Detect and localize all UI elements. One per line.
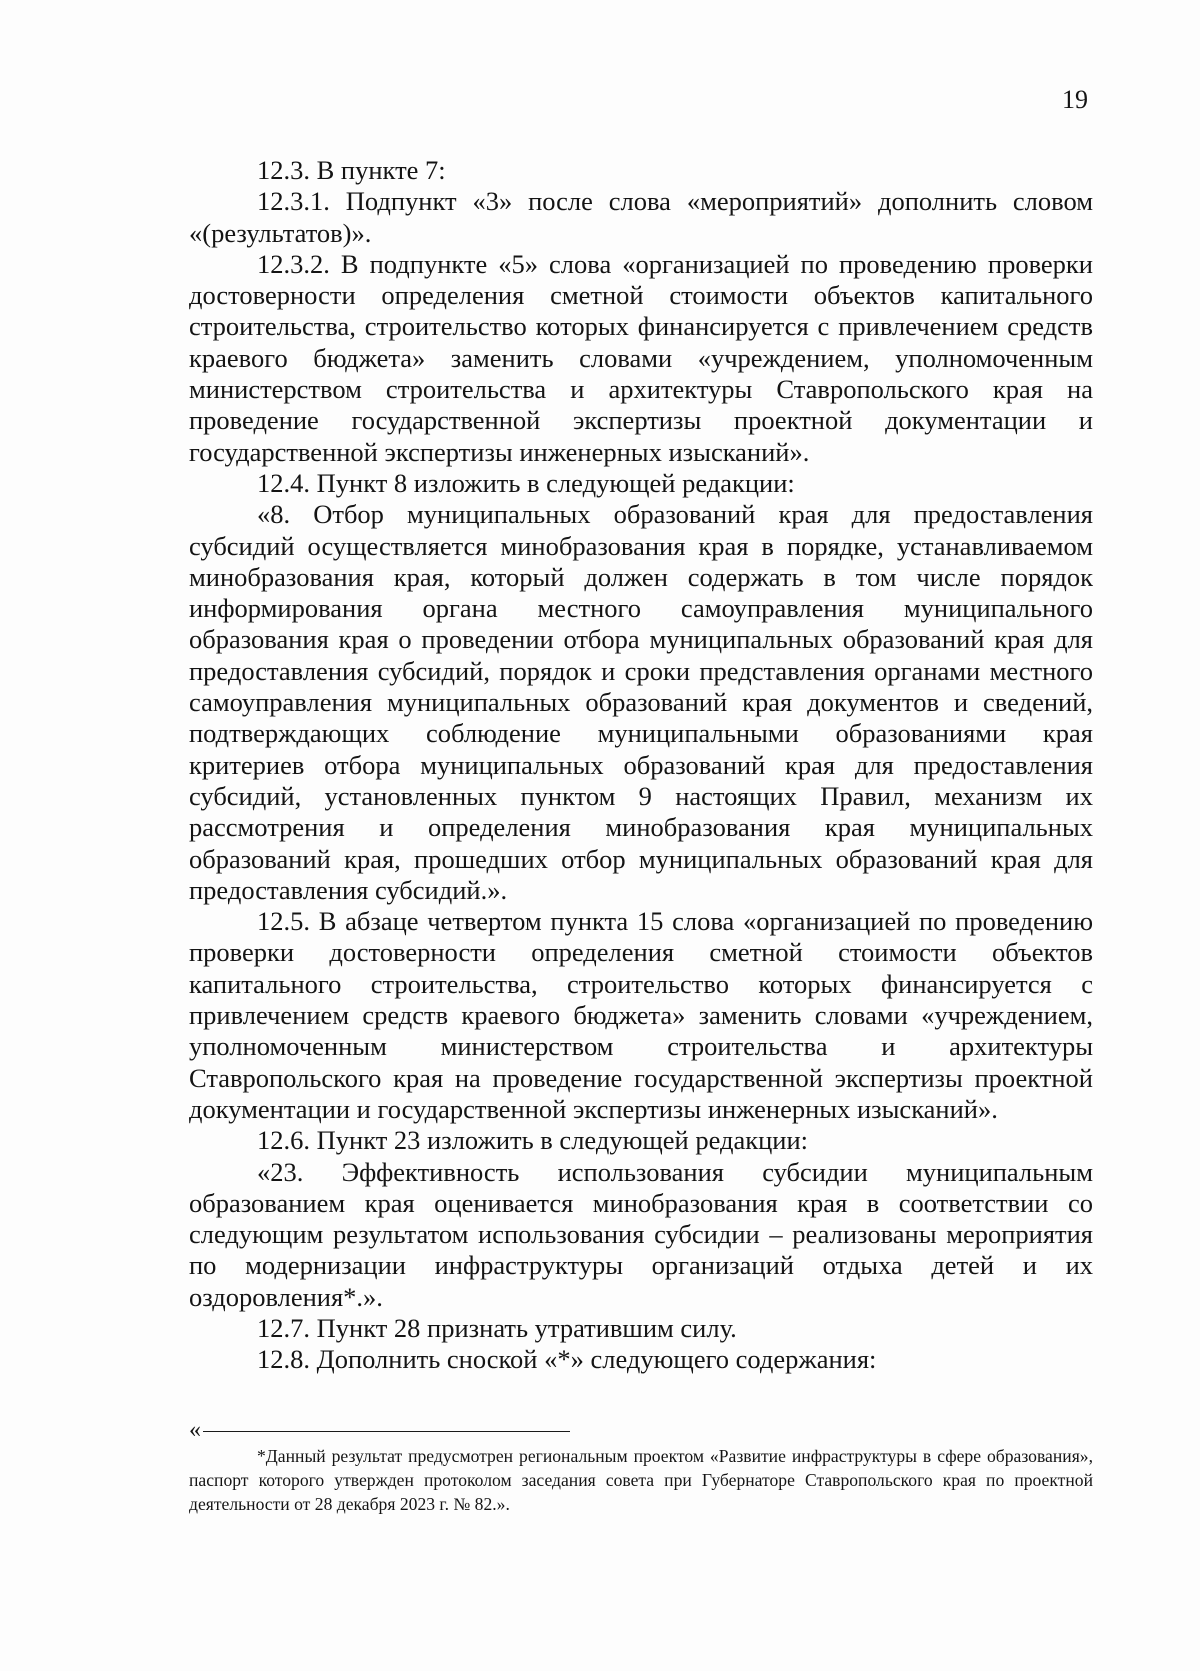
paragraph-12-3-1: 12.3.1. Подпункт «3» после слова «мероприятий» дополнить словом «(результатов)». [189, 186, 1093, 248]
page-number: 19 [1062, 85, 1088, 114]
document-body [189, 155, 1093, 1376]
footnote-separator [203, 1431, 570, 1432]
paragraph-12-5: 12.5. В абзаце четвертом пункта 15 слова «организацией по проведению проверки достоверности определения сметной стоимости объектов капитального строительства, строительство которых финансируется с привлечением средств краевого бюджета» заменить словами «учреждением, уполномоченным министерством строительства и архитектуры Ставропольского края на проведение государственной экспертизы проектной документации и государственной экспертизы инженерных изысканий». [189, 906, 1093, 1124]
paragraph-point-8-text: «8. Отбор муниципальных образований края для предоставления субсидий осуществляется минобразования края в порядке, устанавливаемом минобразования края, который должен содержать в том числе порядок информирования органа местного самоуправления муниципального образования края о проведении отбора муниципальных образований края для предоставления субсидий, порядок и сроки представления органами местного самоуправления муниципальных образований края документов и сведений, подтверждающих соблюдение муниципальными образованиями края критериев отбора муниципальных образований края для предоставления субсидий, установленных пунктом 9 настоящих Правил, механизм их рассмотрения и определения минобразования края муниципальных образований края, прошедших отбор муниципальных образований края для предоставления субсидий.». [189, 499, 1093, 905]
paragraph-12-6: 12.6. Пункт 23 изложить в следующей редакции: [257, 1125, 809, 1156]
paragraph-12-4: 12.4. Пункт 8 изложить в следующей редакции: [257, 467, 795, 498]
paragraph-12-3-2: 12.3.2. В подпункте «5» слова «организацией по проведению проверки достоверности определения сметной стоимости объектов капитального строительства, строительство которых финансируется с привлечением средств краевого бюджета» заменить словами «учреждением, уполномоченным министерством строительства и архитектуры Ставропольского края на проведение государственной экспертизы проектной документации и государственной экспертизы инженерных изысканий». [189, 248, 1093, 467]
paragraph-12-7: 12.7. Пункт 28 признать утратившим силу. [257, 1312, 737, 1343]
footnote-text: *Данный результат предусмотрен региональным проектом «Развитие инфраструктуры в сфере образования», паспорт которого утвержден протоколом заседания совета при Губернаторе Ставропольского края по проектной деятельности от 28 декабря 2023 г. № 82.». [189, 1446, 1093, 1514]
paragraph-point-23-text: «23. Эффективность использования субсидии муниципальным образованием края оценивается минобразования края в соответствии со следующим результатом использования субсидии – реализованы мероприятия по модернизации инфраструктуры организаций отдыха детей и их оздоровления*.». [189, 1156, 1093, 1312]
paragraph-12-8: 12.8. Дополнить сноской «*» следующего содержания: [257, 1344, 877, 1375]
footnote-open-quote: « [189, 1417, 201, 1443]
paragraph-12-3: 12.3. В пункте 7: [257, 155, 446, 185]
